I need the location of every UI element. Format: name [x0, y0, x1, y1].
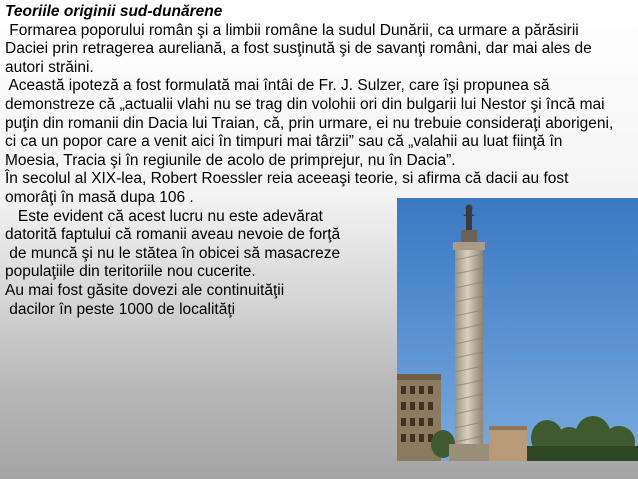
paragraph-line: Au mai fost găsite dovezi ale continuităţii	[5, 281, 285, 299]
paragraph-line: Această ipoteză a fost formulată mai întâi de Fr. J. Sulzer, care îşi propunea să	[5, 77, 550, 95]
paragraph-line: de muncă şi nu le stătea în obicei să masacreze	[5, 244, 341, 262]
paragraph-line: Formarea poporului român şi a limbii române la sudul Dunării, ca urmare a părăsirii	[5, 21, 579, 39]
paragraph-line: dacilor în peste 1000 de localităţi	[5, 300, 236, 318]
right-building	[489, 426, 527, 461]
paragraph-line: demonstreze că „actualii vlahi nu se trag din volohii ori din bulgarii lui Nestor şi încă mai	[5, 95, 605, 113]
paragraph-line: puţin din romanii din Dacia lui Traian, că, prin urmare, ei nu trebuie consideraţi aborigeni,	[5, 114, 614, 132]
paragraph-line: În secolul al XIX-lea, Robert Roessler reia aceeaşi teorie, si afirma că dacii au fost	[5, 170, 569, 188]
paragraph-line: autori străini.	[5, 58, 94, 76]
paragraph-line: datorită faptului că romanii aveau nevoie de forţă	[5, 226, 341, 244]
paragraph-line: populaţiile din teritoriile nou cucerite.	[5, 263, 256, 281]
slide-title: Teoriile originii sud-dunărene	[5, 3, 223, 20]
paragraph-line: Moesia, Tracia şi în regiunile de acolo de primprejur, nu în Dacia”.	[5, 151, 456, 169]
slide-text	[5, 3, 635, 319]
paragraph-line: Este evident că acest lucru nu este adevărat	[5, 207, 323, 225]
paragraph-line: Daciei prin retragerea aureliană, a fost susţinută şi de savanţi români, dar mai ales de	[5, 40, 592, 58]
paragraph-line: omorâţi în masă dupa 106 .	[5, 188, 194, 206]
paragraph-line: ci ca un popor care a venit aici în timpuri mai târzii” sau că „valahii au luat fiinţă în	[5, 133, 563, 151]
